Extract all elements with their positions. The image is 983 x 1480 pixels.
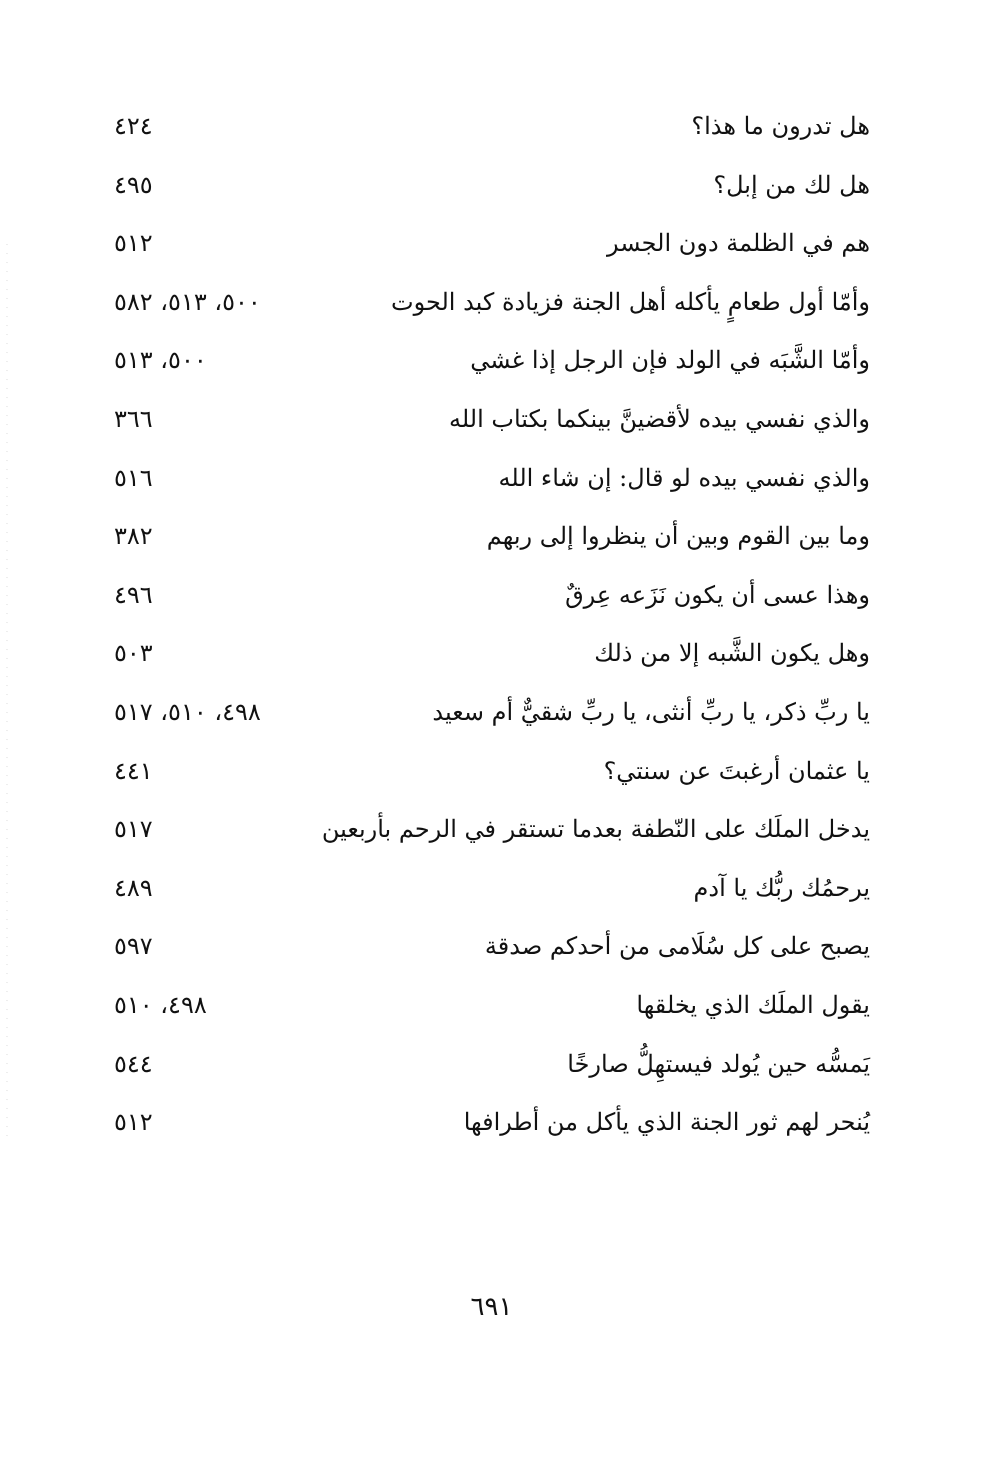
index-entry <box>100 452 870 511</box>
entry-phrase: وأمّا أول طعامٍ يأكله أهل الجنة فزيادة كبد الحوت <box>390 287 870 316</box>
entry-phrase: يُنحر لهم ثور الجنة الذي يأكل من أطرافها <box>463 1108 870 1137</box>
index-entry <box>100 217 870 276</box>
index-entry <box>100 1096 870 1155</box>
entry-phrase: يا عثمان أرغبتَ عن سنتي؟ <box>603 756 870 785</box>
entry-page-refs: ٥٠٠، ٥١٣، ٥٨٢ <box>114 287 261 316</box>
entry-page-refs: ٤٨٩ <box>114 873 153 902</box>
index-entry <box>100 920 870 979</box>
index-entry <box>100 569 870 628</box>
entry-page-refs: ٣٨٢ <box>114 522 153 551</box>
index-entry <box>100 1038 870 1097</box>
index-entry <box>100 686 870 745</box>
index-entry <box>100 334 870 393</box>
entry-phrase: هم في الظلمة دون الجسر <box>606 229 870 258</box>
index-entry <box>100 979 870 1038</box>
entry-phrase: وما بين القوم وبين أن ينظروا إلى ربهم <box>486 522 870 551</box>
entry-page-refs: ٤٢٤ <box>114 112 153 140</box>
page-number: ٦٩١ <box>470 1292 513 1322</box>
entry-page-refs: ٥٠٠، ٥١٣ <box>114 346 207 375</box>
entry-page-refs: ٣٦٦ <box>114 404 153 433</box>
entry-page-refs: ٥١٢ <box>114 229 153 258</box>
entry-phrase: يا ربِّ ذكر، يا ربِّ أنثى، يا ربِّ شقيٌّ أم سعيد <box>432 697 870 726</box>
index-entry <box>100 627 870 686</box>
entry-page-refs: ٥١٧ <box>114 815 153 844</box>
entry-page-refs: ٥٤٤ <box>114 1049 153 1078</box>
entry-page-refs: ٥١٢ <box>114 1108 153 1137</box>
scan-margin-marks <box>6 240 8 1140</box>
index-entry <box>100 159 870 218</box>
entry-phrase: يصبح على كل سُلَامى من أحدكم صدقة <box>484 932 870 961</box>
entry-phrase: هل لك من إبل؟ <box>713 170 870 199</box>
entry-phrase: هل تدرون ما هذا؟ <box>691 112 870 140</box>
entry-page-refs: ٤٩٨، ٥١٠ <box>114 990 207 1019</box>
entry-phrase: وهذا عسى أن يكون نَزَعه عِرقٌ <box>565 580 870 609</box>
entry-phrase: يَمسُّه حين يُولد فيستهِلُّ صارخًا <box>567 1049 870 1078</box>
entry-phrase: يرحمُك ربُّك يا آدم <box>693 873 870 902</box>
index-entry <box>100 510 870 569</box>
entry-phrase: والذي نفسي بيده لأقضينَّ بينكما بكتاب الله <box>448 404 870 433</box>
entry-page-refs: ٤٩٨، ٥١٠، ٥١٧ <box>114 697 261 726</box>
index-entry <box>100 100 870 159</box>
entry-page-refs: ٥٠٣ <box>114 639 153 668</box>
entry-page-refs: ٤٤١ <box>114 756 153 785</box>
index-entry <box>100 276 870 335</box>
entry-page-refs: ٥٩٧ <box>114 932 153 961</box>
index-entry <box>100 393 870 452</box>
entry-phrase: وهل يكون الشَّبه إلا من ذلك <box>594 639 870 668</box>
index-entry <box>100 803 870 862</box>
index-entry <box>100 862 870 921</box>
entry-phrase: يقول الملَك الذي يخلقها <box>636 990 870 1019</box>
entry-phrase: يدخل الملَك على النّطفة بعدما تستقر في الرحم بأربعين <box>321 815 870 844</box>
entry-phrase: والذي نفسي بيده لو قال: إن شاء الله <box>498 463 870 492</box>
hadith-index-list <box>100 100 870 1155</box>
entry-page-refs: ٥١٦ <box>114 463 153 492</box>
entry-page-refs: ٤٩٦ <box>114 580 153 609</box>
entry-page-refs: ٤٩٥ <box>114 170 153 199</box>
index-entry <box>100 745 870 804</box>
entry-phrase: وأمّا الشَّبَه في الولد فإن الرجل إذا غشي <box>470 346 870 375</box>
